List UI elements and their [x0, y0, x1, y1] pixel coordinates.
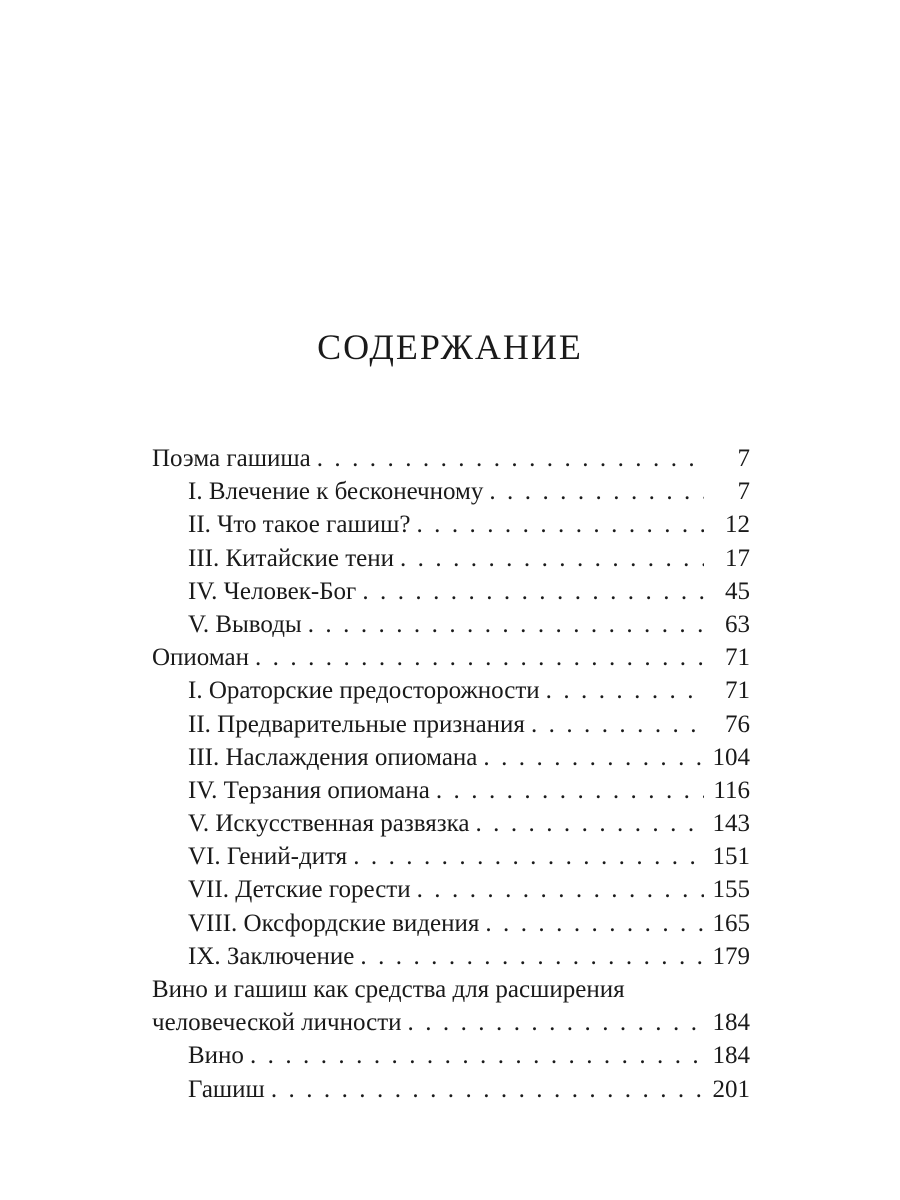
dot-leader — [244, 1039, 704, 1072]
toc-entry-page: 45 — [725, 577, 750, 605]
dot-leader — [394, 542, 704, 575]
table-of-contents — [152, 442, 750, 1106]
toc-entry — [152, 1073, 750, 1106]
dot-leader — [302, 608, 704, 641]
dot-leader — [249, 641, 704, 674]
dot-leader — [265, 1073, 704, 1106]
dot-leader — [354, 940, 704, 973]
toc-entry-label: II. Что такое гашиш? — [188, 511, 411, 539]
toc-entry-page: 63 — [725, 610, 750, 638]
toc-entry-first-line — [152, 973, 750, 1006]
toc-entry-label: II. Предварительные признания — [188, 710, 525, 738]
toc-entry-label: человеческой личности — [152, 1009, 402, 1037]
toc-entry — [152, 840, 750, 873]
toc-entry-label: Вино — [188, 1042, 244, 1070]
toc-entry — [152, 608, 750, 641]
toc-entry-label: VI. Гений-дитя — [188, 843, 348, 871]
dot-leader — [430, 774, 704, 807]
toc-entry-label: I. Ораторские предосторожности — [188, 677, 540, 705]
toc-entry-page: 7 — [737, 445, 750, 472]
toc-entry-page: 143 — [712, 810, 750, 838]
toc-entry-page: 71 — [725, 677, 750, 705]
toc-entry — [152, 774, 750, 807]
toc-entry-page: 104 — [712, 743, 750, 771]
toc-entry-page: 184 — [712, 1009, 750, 1037]
toc-entry-page: 179 — [712, 942, 750, 970]
toc-entry-page: 184 — [712, 1042, 750, 1070]
dot-leader — [311, 442, 704, 475]
toc-entry-page: 165 — [712, 909, 750, 937]
toc-entry-page: 76 — [725, 710, 750, 738]
toc-entry-label-line1: Вино и гашиш как средства для расширения — [152, 976, 625, 1003]
toc-entry-label: IX. Заключение — [188, 942, 355, 970]
toc-entry — [152, 940, 750, 973]
toc-entry-label: III. Китайские тени — [188, 544, 394, 572]
toc-entry-page: 71 — [725, 644, 750, 672]
toc-entry-label: IV. Человек-Бог — [188, 577, 357, 605]
dot-leader — [477, 741, 704, 774]
dot-leader — [347, 840, 704, 873]
toc-entry — [152, 542, 750, 575]
toc-entry — [152, 1039, 750, 1072]
toc-entry-page: 151 — [712, 843, 750, 871]
toc-entry — [152, 1006, 750, 1039]
dot-leader — [525, 708, 704, 741]
toc-entry-label: V. Выводы — [188, 610, 302, 638]
dot-leader — [410, 508, 704, 541]
toc-entry-label: Поэма гашиша — [152, 445, 311, 472]
toc-entry — [152, 442, 750, 475]
toc-entry — [152, 873, 750, 906]
page-title: СОДЕРЖАНИЕ — [317, 327, 583, 367]
toc-entry-page: 201 — [712, 1075, 750, 1103]
toc-entry-label: IV. Терзания опиомана — [188, 776, 430, 804]
toc-entry-page: 155 — [712, 876, 750, 904]
dot-leader — [483, 475, 704, 508]
toc-entry — [152, 508, 750, 541]
toc-entry-label: Гашиш — [188, 1075, 265, 1103]
toc-entry-page: 12 — [725, 511, 750, 539]
dot-leader — [356, 575, 704, 608]
toc-entry — [152, 807, 750, 840]
dot-leader — [540, 674, 704, 707]
toc-entry — [152, 475, 750, 508]
dot-leader — [402, 1006, 705, 1039]
dot-leader — [411, 873, 704, 906]
toc-entry-label: VII. Детские горести — [188, 876, 411, 904]
toc-entry-label: III. Наслаждения опиомана — [188, 743, 478, 771]
dot-leader — [469, 807, 704, 840]
toc-entry-label: V. Искусственная развязка — [188, 810, 470, 838]
toc-entry-page: 7 — [737, 478, 750, 506]
toc-entry — [152, 674, 750, 707]
toc-entry — [152, 741, 750, 774]
toc-entry — [152, 907, 750, 940]
toc-entry-page: 116 — [713, 776, 750, 804]
toc-entry-label: I. Влечение к бесконечному — [188, 478, 484, 506]
toc-entry-page: 17 — [725, 544, 750, 572]
toc-entry — [152, 641, 750, 674]
toc-entry — [152, 708, 750, 741]
toc-entry-label: Опиоман — [152, 644, 249, 672]
dot-leader — [479, 907, 704, 940]
toc-entry — [152, 575, 750, 608]
toc-entry-label: VIII. Оксфордские видения — [188, 909, 480, 937]
